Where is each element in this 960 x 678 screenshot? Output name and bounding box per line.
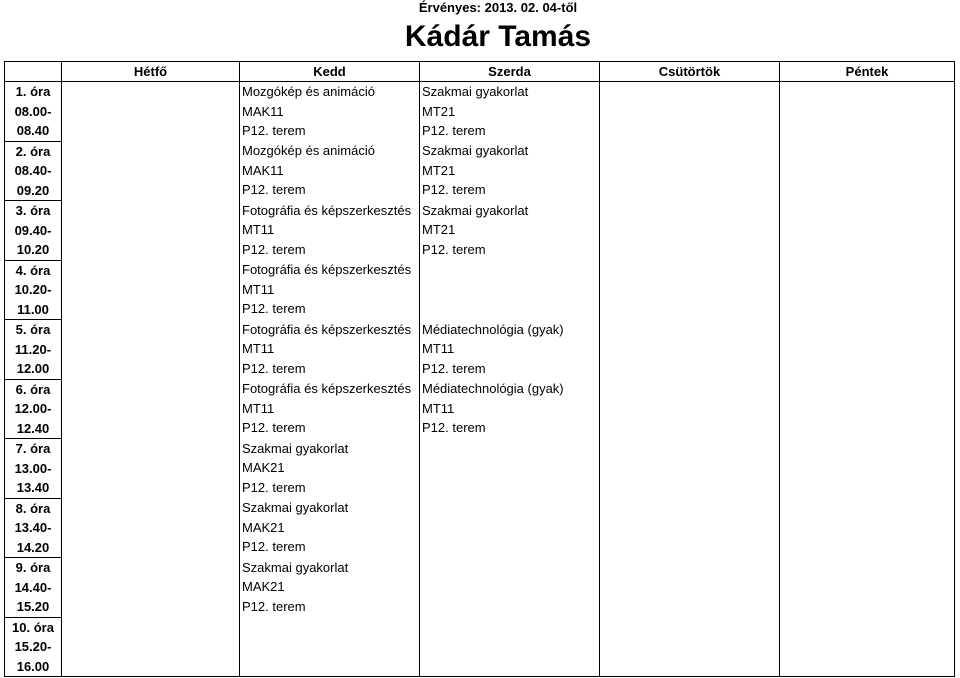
period-start: 08.00- <box>14 103 52 119</box>
lesson-subject: Szakmai gyakorlat <box>422 84 529 99</box>
period-end: 12.00 <box>16 361 50 376</box>
period-row <box>5 558 955 618</box>
period-label: 1. óra <box>15 84 51 99</box>
period-end: 12.40 <box>16 420 50 436</box>
period-time-cell <box>5 320 62 380</box>
lesson-subject: Fotográfia és képszerkesztés <box>242 262 412 277</box>
lesson-room: P12. terem <box>422 420 486 435</box>
period-row <box>5 201 955 261</box>
lesson-subject: Szakmai gyakorlat <box>422 143 529 158</box>
period-label: 6. óra <box>15 381 51 397</box>
period-start: 14.40- <box>14 579 52 595</box>
lesson-cell-tuesday <box>240 379 420 439</box>
period-label: 4. óra <box>15 262 51 278</box>
period-end: 11.00 <box>17 301 49 317</box>
lesson-cell-tuesday <box>240 498 420 558</box>
period-end: 13.40 <box>16 480 50 495</box>
lesson-room: P12. terem <box>242 479 306 495</box>
period-time-cell <box>5 260 62 320</box>
period-time-cell <box>5 439 62 499</box>
corner-cell <box>5 62 62 82</box>
period-end: 08.40 <box>16 123 50 138</box>
lesson-subject: Mozgókép és animáció <box>242 84 375 99</box>
period-row <box>5 260 955 320</box>
lesson-cell-thursday <box>600 201 780 261</box>
period-start: 11.20- <box>14 341 52 357</box>
lesson-cell-friday <box>780 201 955 261</box>
lesson-subject: Szakmai gyakorlat <box>242 500 349 515</box>
lesson-cell-monday <box>62 201 240 261</box>
validity-date: Érvényes: 2013. 02. 04-től <box>418 0 578 15</box>
lesson-class: MT11 <box>242 400 275 416</box>
day-header-tuesday: Kedd <box>240 62 420 82</box>
lesson-cell-wednesday <box>420 379 600 439</box>
period-row <box>5 379 955 439</box>
lesson-cell-friday <box>780 141 955 201</box>
period-label: 2. óra <box>15 143 51 159</box>
header-row <box>5 62 955 82</box>
lesson-cell-friday <box>780 82 955 142</box>
period-time-cell <box>5 379 62 439</box>
period-start: 10.20- <box>14 282 52 297</box>
lesson-class: MT21 <box>422 162 456 178</box>
period-label: 3. óra <box>15 203 51 218</box>
lesson-cell-thursday <box>600 558 780 618</box>
lesson-cell-thursday <box>600 439 780 499</box>
lesson-cell-wednesday <box>420 498 600 558</box>
period-end: 14.20 <box>16 539 50 555</box>
lesson-cell-wednesday <box>420 82 600 142</box>
lesson-cell-monday <box>62 498 240 558</box>
lesson-class: MT21 <box>422 222 456 237</box>
lesson-room: P12. terem <box>242 301 306 316</box>
lesson-class: MAK11 <box>242 103 284 119</box>
period-label: 8. óra <box>15 500 51 516</box>
lesson-cell-friday <box>780 320 955 380</box>
lesson-cell-wednesday <box>420 320 600 380</box>
day-header-thursday: Csütörtök <box>600 62 780 82</box>
lesson-class: MAK21 <box>242 519 285 535</box>
lesson-subject: Szakmai gyakorlat <box>242 440 349 456</box>
lesson-room: P12. terem <box>422 241 486 257</box>
lesson-cell-thursday <box>600 498 780 558</box>
day-header-monday: Hétfő <box>62 62 240 82</box>
period-label: 7. óra <box>15 441 51 456</box>
period-label: 5. óra <box>15 322 51 337</box>
period-time-cell <box>5 201 62 261</box>
lesson-cell-thursday <box>600 379 780 439</box>
lesson-subject: Fotográfia és képszerkesztés <box>242 202 412 218</box>
lesson-class: MAK11 <box>242 162 284 178</box>
lesson-cell-monday <box>62 617 240 677</box>
lesson-cell-thursday <box>600 320 780 380</box>
lesson-cell-monday <box>62 260 240 320</box>
lesson-room: P12. terem <box>422 360 486 376</box>
lesson-cell-monday <box>62 379 240 439</box>
lesson-room: P12. terem <box>242 241 306 257</box>
period-start: 13.40- <box>14 520 52 535</box>
lesson-cell-wednesday <box>420 260 600 320</box>
lesson-class: MAK21 <box>242 579 285 594</box>
lesson-class: MT11 <box>242 222 275 237</box>
lesson-cell-friday <box>780 439 955 499</box>
lesson-class: MAK21 <box>242 460 285 475</box>
lesson-cell-tuesday <box>240 201 420 261</box>
period-row <box>5 320 955 380</box>
lesson-cell-monday <box>62 558 240 618</box>
period-row <box>5 617 955 677</box>
lesson-subject: Fotográfia és képszerkesztés <box>242 321 412 337</box>
day-header-wednesday: Szerda <box>420 62 600 82</box>
lesson-cell-thursday <box>600 617 780 677</box>
lesson-room: P12. terem <box>242 182 306 197</box>
lesson-cell-friday <box>780 498 955 558</box>
period-time-cell <box>5 558 62 618</box>
lesson-cell-thursday <box>600 141 780 201</box>
lesson-cell-friday <box>780 379 955 439</box>
lesson-cell-tuesday <box>240 82 420 142</box>
period-end: 16.00 <box>16 658 50 674</box>
lesson-cell-friday <box>780 260 955 320</box>
lesson-room: P12. terem <box>242 360 306 376</box>
lesson-cell-monday <box>62 439 240 499</box>
day-header-friday: Péntek <box>780 62 955 82</box>
lesson-cell-wednesday <box>420 617 600 677</box>
lesson-cell-monday <box>62 82 240 142</box>
period-time-cell <box>5 617 62 677</box>
lesson-room: P12. terem <box>242 539 306 554</box>
lesson-room: P12. terem <box>422 182 486 197</box>
period-row <box>5 82 955 142</box>
period-time-cell <box>5 82 62 142</box>
lesson-cell-wednesday <box>420 558 600 618</box>
period-end: 10.20 <box>16 242 50 257</box>
lesson-cell-tuesday <box>240 617 420 677</box>
lesson-room: P12. terem <box>242 420 306 435</box>
lesson-subject: Médiatechnológia (gyak) <box>422 321 564 337</box>
lesson-cell-wednesday <box>420 439 600 499</box>
lesson-cell-thursday <box>600 82 780 142</box>
lesson-subject: Szakmai gyakorlat <box>242 559 349 575</box>
lesson-subject: Szakmai gyakorlat <box>422 202 529 218</box>
lesson-subject: Mozgókép és animáció <box>242 143 375 158</box>
lesson-cell-wednesday <box>420 201 600 261</box>
lesson-class: MT21 <box>422 103 456 119</box>
lesson-class: MT11 <box>242 281 275 297</box>
period-label: 9. óra <box>15 560 51 575</box>
lesson-cell-monday <box>62 141 240 201</box>
lesson-cell-tuesday <box>240 439 420 499</box>
period-end: 09.20 <box>16 182 50 198</box>
lesson-cell-tuesday <box>240 260 420 320</box>
lesson-cell-thursday <box>600 260 780 320</box>
lesson-cell-wednesday <box>420 141 600 201</box>
period-row <box>5 439 955 499</box>
page-title: Kádár Tamás <box>404 20 592 53</box>
period-start: 08.40- <box>14 163 52 178</box>
period-row <box>5 141 955 201</box>
lesson-cell-tuesday <box>240 141 420 201</box>
lesson-subject: Médiatechnológia (gyak) <box>422 381 564 396</box>
lesson-class: MT11 <box>242 341 275 356</box>
lesson-cell-friday <box>780 617 955 677</box>
period-start: 13.00- <box>14 460 52 476</box>
lesson-room: P12. terem <box>422 123 486 138</box>
period-start: 15.20- <box>14 639 52 654</box>
lesson-cell-tuesday <box>240 320 420 380</box>
lesson-room: P12. terem <box>242 598 306 614</box>
lesson-cell-friday <box>780 558 955 618</box>
lesson-room: P12. terem <box>242 123 306 138</box>
period-start: 12.00- <box>14 401 52 416</box>
lesson-class: MT11 <box>422 400 455 416</box>
period-start: 09.40- <box>14 222 52 238</box>
timetable <box>4 61 955 677</box>
period-row <box>5 498 955 558</box>
lesson-class: MT11 <box>422 341 455 356</box>
lesson-cell-monday <box>62 320 240 380</box>
period-label: 10. óra <box>12 619 54 635</box>
lesson-cell-tuesday <box>240 558 420 618</box>
period-time-cell <box>5 141 62 201</box>
period-time-cell <box>5 498 62 558</box>
period-end: 15.20 <box>16 599 50 614</box>
lesson-subject: Fotográfia és képszerkesztés <box>242 381 412 396</box>
